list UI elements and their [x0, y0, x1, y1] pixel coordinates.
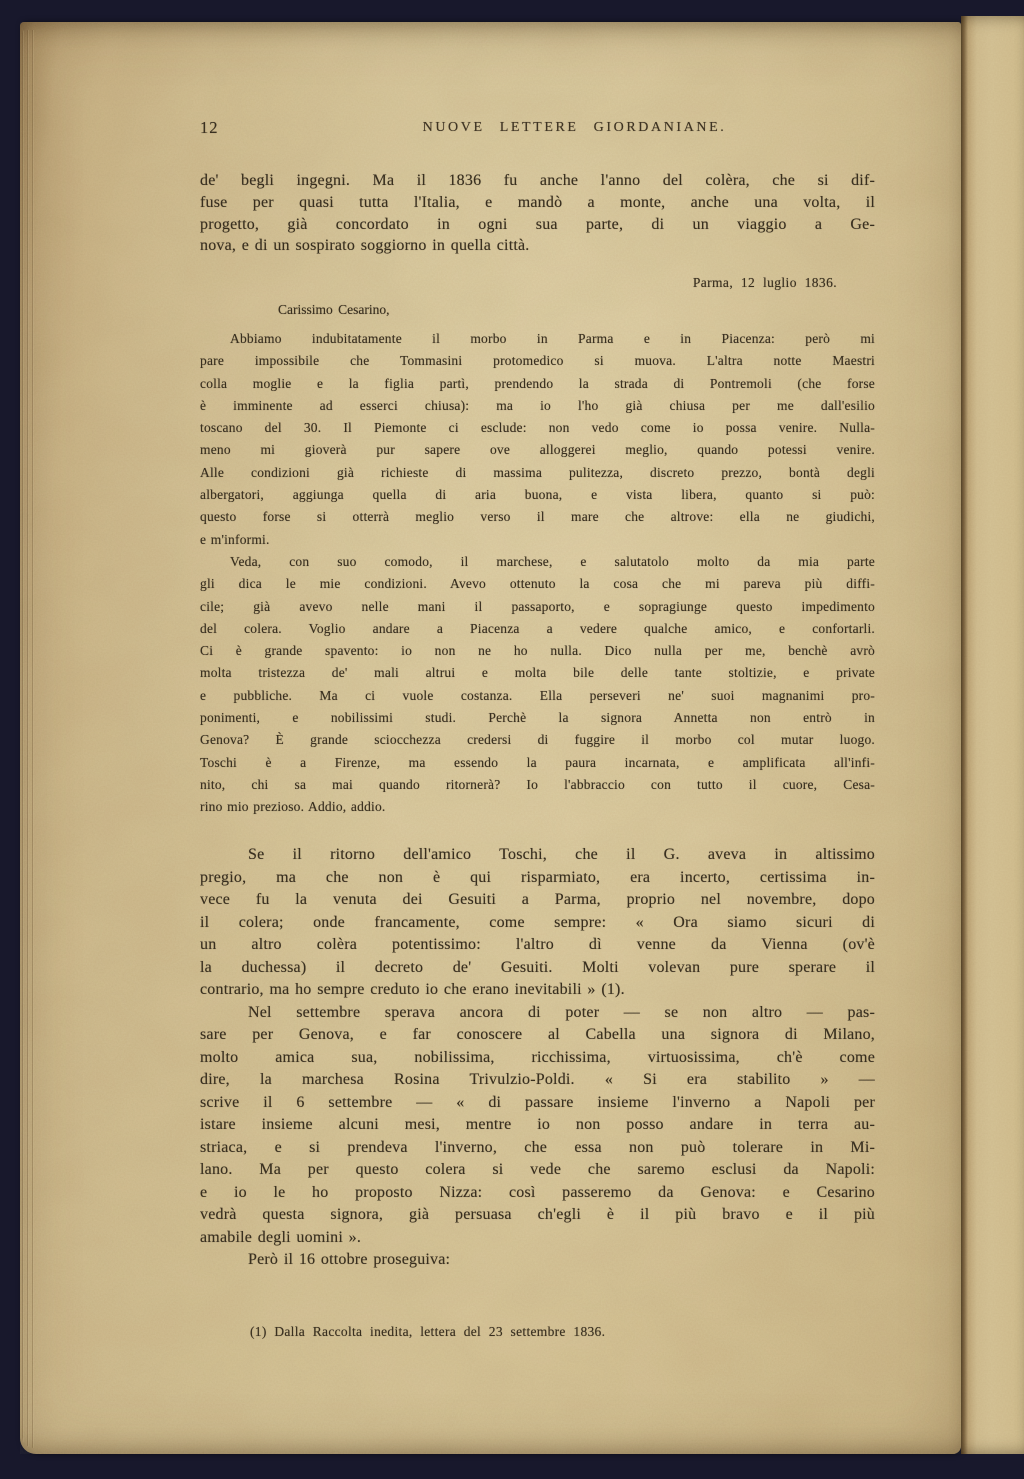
letter-body [200, 328, 875, 819]
text-line: Abbiamo indubitatamente il morbo in Parma e in Piacenza: però mi [230, 331, 875, 346]
text-line: Però il 16 ottobre proseguiva: [248, 1251, 451, 1268]
text-line: vece fu la venuta dei Gesuiti a Parma, proprio nel novembre, dopo [200, 891, 875, 908]
text-line: ponimenti, e nobilissimi studi. Perchè la signora Annetta non entrò in [200, 710, 875, 726]
text-line: e m'informi. [200, 531, 270, 547]
narrative-paragraph-1 [200, 844, 875, 1002]
letter-dateline: Parma, 12 luglio 1836. [692, 275, 837, 290]
text-line: molto amica sua, nobilissima, ricchissima, virtuosissima, ch'è come [200, 1048, 875, 1066]
page-header [200, 118, 875, 138]
text-line: pare impossibile che Tommasini protomedico si muova. L'altra notte Maestri [200, 353, 875, 369]
text-line: de' begli ingegni. Ma il 1836 fu anche l'anno del colèra, che si dif- [200, 172, 875, 189]
text-line: istare insieme alcuni mesi, mentre io non posso andare in terra au- [200, 1116, 875, 1133]
letter-salutation: Carissimo Cesarino, [278, 302, 390, 317]
text-line: Veda, con suo comodo, il marchese, e salutatolo molto da mia parte [230, 553, 875, 569]
text-line: Ci è grande spavento: io non ne ho nulla. Dico nulla per me, benchè avrò [200, 643, 875, 659]
text-column [200, 22, 875, 1454]
text-line: contrario, ma ho sempre creduto io che erano inevitabili » (1). [200, 981, 625, 998]
text-line: pregio, ma che non è qui risparmiato, era incerto, certissima in- [200, 868, 875, 886]
text-line: nito, chi sa mai quando ritornerà? Io l'abbraccio con tutto il cuore, Cesa- [200, 776, 875, 792]
text-line: striaca, e si prendeva l'inverno, che essa non può tolerare in Mi- [200, 1138, 875, 1156]
adjacent-page-grain [961, 16, 1024, 1454]
adjacent-page-edge [961, 16, 1024, 1454]
text-line: Se il ritorno dell'amico Toschi, che il G. aveva in altissimo [248, 846, 875, 863]
text-line: molta tristezza de' mali altrui e molta bile delle tante stoltizie, e private [200, 665, 875, 681]
text-line: Nel settembre sperava ancora di poter — se non altro — pas- [248, 1003, 875, 1021]
intro-paragraph [200, 170, 875, 257]
text-line: è imminente ad esserci chiusa): ma io l'ho già chiusa per me dall'esilio [200, 397, 875, 413]
text-line: dire, la marchesa Rosina Trivulzio-Poldi. « Si era stabilito » — [200, 1071, 875, 1088]
text-line: Alle condizioni già richieste di massima pulitezza, discreto prezzo, bontà degli [200, 464, 875, 480]
text-line: e pubbliche. Ma ci vuole costanza. Ella perseveri ne' suoi magnanimi pro- [200, 687, 875, 703]
text-line: albergatori, aggiunga quella di aria buona, e vista libera, quanto si può: [200, 487, 875, 503]
page-number: 12 [200, 118, 219, 137]
text-line: meno mi gioverà pur sapere ove alloggerei meglio, quando potessi venire. [200, 442, 875, 458]
narrative-paragraph-3 [200, 1249, 875, 1272]
text-line: la duchessa) il decreto de' Gesuiti. Molti volevan pure sperare il [200, 958, 875, 976]
text-line: il colera; onde francamente, come sempre: « Ora siamo sicuri di [200, 913, 875, 931]
text-line: colla moglie e la figlia partì, prendendo la strada di Pontremoli (che forse [200, 375, 875, 391]
text-line: Genova? È grande sciocchezza credersi di fuggire il morbo col mutar luogo. [200, 732, 875, 748]
text-line: rino mio prezioso. Addio, addio. [200, 799, 386, 815]
book-page [20, 22, 961, 1454]
text-line: amabile degli uomini ». [200, 1228, 362, 1246]
text-line: fuse per quasi tutta l'Italia, e mandò a monte, anche una volta, il [200, 193, 875, 211]
text-line: Toschi è a Firenze, ma essendo la paura incarnata, e amplificata all'infi- [200, 754, 875, 770]
text-line: vedrà questa signora, già persuasa ch'egli è il più bravo e il più [200, 1206, 875, 1223]
text-line: del colera. Voglio andare a Piacenza a vedere qualche amico, e confortarli. [200, 620, 875, 636]
footnote: (1) Dalla Raccolta inedita, lettera del 23 settembre 1836. [250, 1324, 606, 1339]
narrative-section [200, 844, 875, 1272]
letter-paragraph-1 [200, 328, 875, 551]
text-line: lano. Ma per questo colera si vede che saremo esclusi da Napoli: [200, 1161, 875, 1178]
running-title: NUOVE LETTERE GIORDANIANE. [422, 120, 727, 135]
narrative-paragraph-2 [200, 1002, 875, 1250]
text-line: progetto, già concordato in ogni sua parte, di un viaggio a Ge- [200, 215, 875, 233]
text-line: nova, e di un sospirato soggiorno in quella città. [200, 237, 530, 255]
page-stack-edges [22, 30, 34, 1448]
text-line: scrive il 6 settembre — « di passare insieme l'inverno a Napoli per [200, 1093, 875, 1111]
text-line: gli dica le mie condizioni. Avevo ottenuto la cosa che mi pareva più diffi- [200, 576, 875, 592]
text-line: e io le ho proposto Nizza: così passeremo da Genova: e Cesarino [200, 1183, 875, 1201]
letter-paragraph-2 [200, 551, 875, 819]
text-line: sare per Genova, e far conoscere al Cabella una signora di Milano, [200, 1026, 875, 1043]
text-line: un altro colèra potentissimo: l'altro dì venne da Vienna (ov'è [200, 936, 875, 953]
text-line: toscano del 30. Il Piemonte ci esclude: non vedo come io possa venire. Nulla- [200, 420, 875, 436]
text-line: questo forse si otterrà meglio verso il mare che altrove: ella ne giudichi, [200, 509, 875, 525]
text-line: cile; già avevo nelle mani il passaporto, e sopragiunge questo impedimento [200, 598, 875, 614]
